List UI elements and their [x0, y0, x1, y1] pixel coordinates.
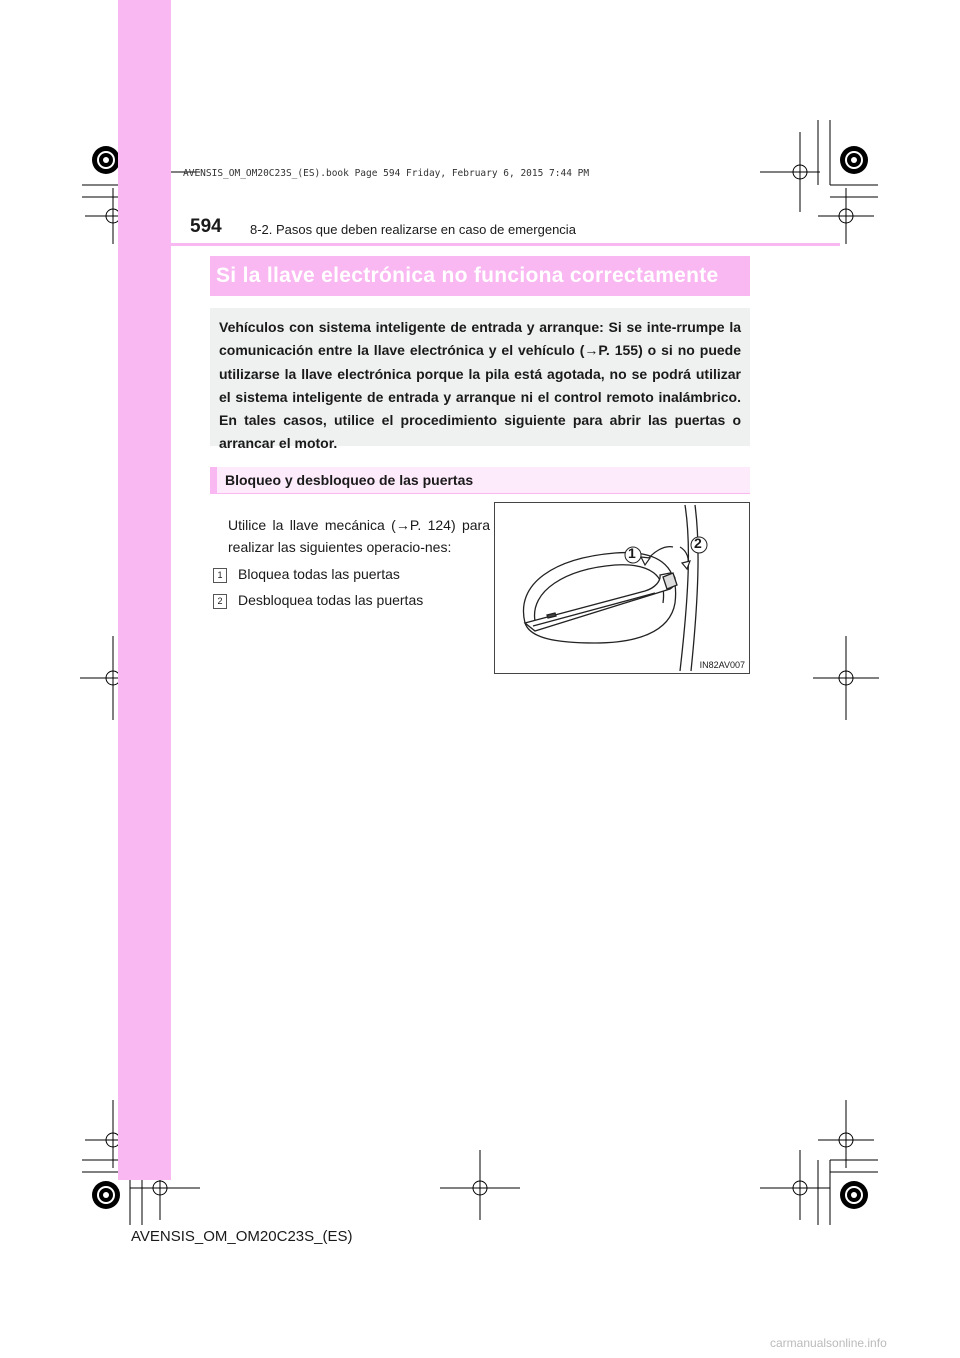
page-number: 594	[190, 216, 222, 237]
book-info: AVENSIS_OM_OM20C23S_(ES).book Page 594 Friday, February 6, 2015 7:44 PM	[183, 168, 590, 179]
header-rule	[118, 243, 840, 246]
callout-label-1: 1	[628, 545, 636, 561]
crosshair-mark	[760, 1150, 830, 1220]
list-item	[213, 592, 423, 609]
subsection-label: Bloqueo y desbloqueo de las puertas	[225, 472, 474, 488]
list-item	[213, 566, 400, 583]
crosshair-mark	[818, 188, 874, 244]
item-text: Bloquea todas las puertas	[238, 566, 400, 582]
crosshair-mark	[818, 1100, 874, 1168]
body-paragraph: Utilice la llave mecánica (→P. 124) para realizar las siguientes operacio-nes:	[228, 517, 490, 555]
watermark: carmanualsonline.info	[770, 1336, 887, 1350]
section-title: Si la llave electrónica no funciona correctamente	[210, 256, 750, 296]
starburst-mark	[840, 146, 868, 174]
crosshair-mark	[760, 132, 820, 212]
door-handle-figure	[494, 502, 750, 674]
subsection-heading	[210, 467, 750, 493]
section-header: 8-2. Pasos que deben realizarse en caso de emergencia	[250, 222, 576, 237]
crosshair-mark	[813, 636, 879, 720]
figure-code: IN82AV007	[699, 660, 745, 670]
item-text: Desbloquea todas las puertas	[238, 592, 424, 608]
footer-code: AVENSIS_OM_OM20C23S_(ES)	[131, 1228, 353, 1245]
intro-box: Vehículos con sistema inteligente de entrada y arranque: Si se inte-rrumpe la comunicación entre la llave electrónica y el vehículo (→P. 155) o si no puede utilizarse la llave electrónica porque la pila está agotada, no se podrá utilizar el sistema inteligente de entrada y arranque ni el control remoto inalámbrico. En tales casos, utilice el procedimiento siguiente para abrir las puertas o arrancar el motor.	[210, 308, 750, 446]
callout-label-2: 2	[694, 535, 702, 551]
side-tab	[118, 0, 171, 1180]
item-number: 1	[213, 568, 227, 583]
item-number: 2	[213, 594, 227, 609]
starburst-mark	[92, 1181, 120, 1209]
crosshair-mark	[440, 1150, 520, 1220]
subsection-underline	[210, 493, 750, 494]
starburst-mark	[840, 1181, 868, 1209]
starburst-mark	[92, 146, 120, 174]
door-handle-illustration	[495, 503, 749, 673]
subsection-accent	[210, 467, 217, 493]
